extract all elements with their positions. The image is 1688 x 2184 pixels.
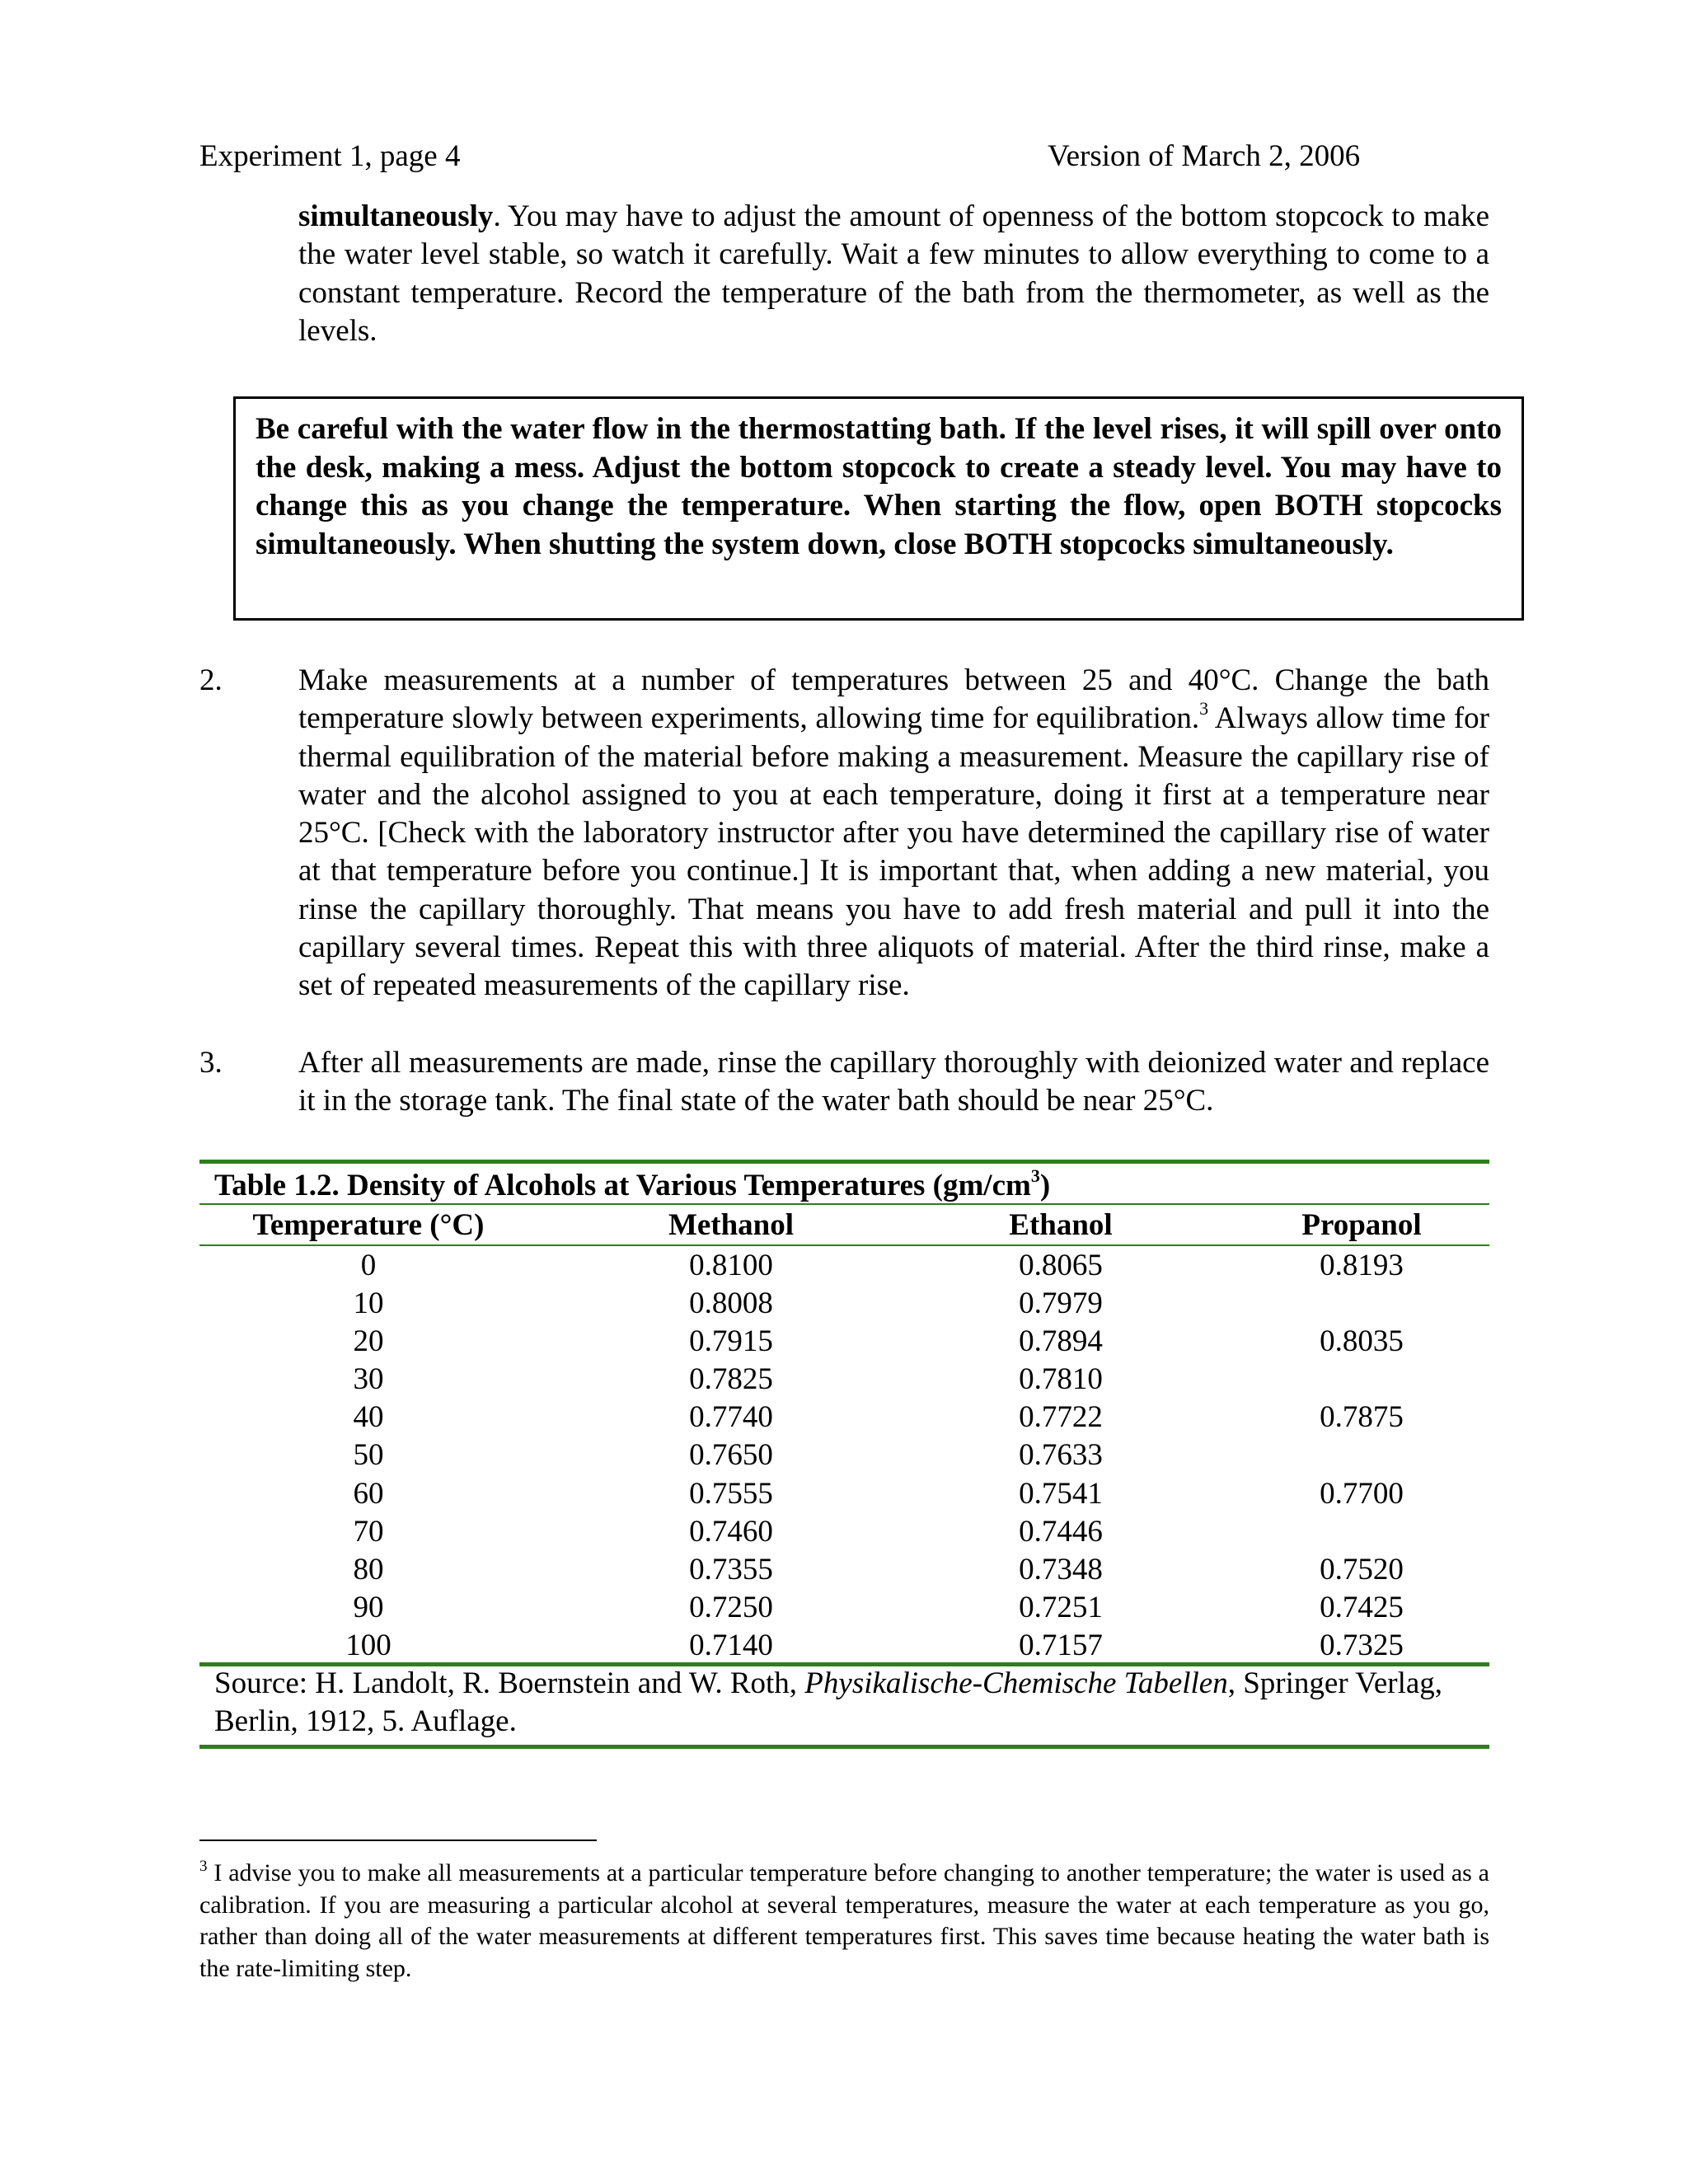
table-row <box>199 1399 1489 1436</box>
cell-ethanol: 0.7633 <box>1019 1438 1103 1473</box>
column-header-methanol: Methanol <box>668 1208 795 1242</box>
source-title: Physikalische-Chemische Tabellen <box>804 1666 1228 1700</box>
table-caption <box>214 1165 1051 1204</box>
table-header-rule <box>199 1244 1489 1246</box>
footnote-marker: 3 <box>199 1858 208 1875</box>
cell-methanol: 0.8008 <box>689 1286 773 1321</box>
step-text-part-a: Make measurements at a number of temperatures between 25 and 40°C. Change the bath temperature slowly between experiments, allowing time for equilibration. <box>298 663 1489 736</box>
cell-temperature: 10 <box>353 1286 384 1321</box>
cell-methanol: 0.7250 <box>689 1590 773 1624</box>
warning-text: Be careful with the water flow in the thermostatting bath. If the level rises, it will spill over onto the desk, making a mess. Adjust the bottom stopcock to create a steady level. You may have to change this as you change the temperature. When starting the flow, open BOTH stopcocks simultaneously. When shutting the system down, close BOTH stopcocks simultaneously. <box>256 412 1502 561</box>
step-text: After all measurements are made, rinse the capillary thoroughly with deionized water and replace it in the storage tank. The final state of the water bath should be near 25°C. <box>298 1046 1489 1118</box>
table-body <box>199 1247 1489 1665</box>
cell-methanol: 0.7140 <box>689 1628 773 1662</box>
cell-temperature: 20 <box>353 1324 384 1359</box>
step-item <box>199 1044 1489 1121</box>
step-number: 2. <box>199 663 223 697</box>
cell-ethanol: 0.7348 <box>1019 1552 1103 1586</box>
intro-paragraph <box>298 198 1489 350</box>
cell-temperature: 90 <box>353 1590 384 1624</box>
table-row <box>199 1436 1489 1474</box>
intro-text: . You may have to adjust the amount of openness of the bottom stopcock to make the water level stable, so watch it carefully. Wait a few minutes to allow everything to come to a constant temperature. Record the temperature of the bath from the thermometer, as well as the levels. <box>298 199 1489 348</box>
cell-ethanol: 0.7446 <box>1019 1514 1103 1549</box>
source-suffix: , Springer Verlag, Berlin, 1912, 5. Auflage. <box>214 1666 1443 1738</box>
table-bottom-rule <box>199 1745 1489 1749</box>
cell-ethanol: 0.7979 <box>1019 1286 1103 1321</box>
cell-methanol: 0.7915 <box>689 1324 773 1359</box>
cell-methanol: 0.7355 <box>689 1552 773 1586</box>
cell-temperature: 80 <box>353 1552 384 1586</box>
table-row <box>199 1247 1489 1285</box>
table-source <box>214 1665 1484 1741</box>
step-text <box>298 662 1489 1005</box>
table-row <box>199 1627 1489 1665</box>
cell-methanol: 0.7650 <box>689 1438 773 1473</box>
cell-temperature: 30 <box>353 1362 384 1397</box>
table-row <box>199 1589 1489 1627</box>
cell-methanol: 0.7740 <box>689 1400 773 1435</box>
table-row <box>199 1551 1489 1589</box>
cell-temperature: 50 <box>353 1438 384 1473</box>
column-header-ethanol: Ethanol <box>1009 1208 1113 1242</box>
cell-propanol: 0.8193 <box>1320 1249 1404 1282</box>
cell-temperature: 0 <box>360 1249 377 1282</box>
table-caption-superscript: 3 <box>1030 1165 1040 1186</box>
table-row <box>199 1361 1489 1399</box>
table-row <box>199 1513 1489 1551</box>
column-header-propanol: Propanol <box>1301 1208 1422 1242</box>
column-header-temperature: Temperature (°C) <box>252 1208 485 1242</box>
step-item <box>199 662 1489 1005</box>
cell-temperature: 100 <box>345 1628 392 1662</box>
cell-temperature: 70 <box>353 1514 384 1549</box>
intro-bold-word: simultaneously <box>298 199 494 233</box>
table-row <box>199 1285 1489 1323</box>
cell-temperature: 40 <box>353 1400 384 1435</box>
footnote-text: I advise you to make all measurements at a particular temperature before changing to another temperature; the water is used as a calibration. If you are measuring a particular alcohol at several temperatures, measure the water at each temperature as you go, rather than doing all of the water measurements at different temperatures first. This saves time because heating the water bath is the rate-limiting step. <box>199 1859 1489 1982</box>
step-number: 3. <box>199 1046 223 1080</box>
cell-ethanol: 0.7894 <box>1019 1324 1103 1359</box>
cell-methanol: 0.8100 <box>689 1249 773 1282</box>
source-prefix: Source: H. Landolt, R. Boernstein and W. Roth, <box>214 1666 805 1700</box>
table-top-rule <box>199 1160 1489 1164</box>
table-row <box>199 1475 1489 1513</box>
cell-temperature: 60 <box>353 1476 384 1511</box>
cell-ethanol: 0.7541 <box>1019 1476 1103 1511</box>
cell-propanol: 0.7700 <box>1320 1476 1404 1511</box>
page-header-right: Version of March 2, 2006 <box>1048 139 1361 173</box>
cell-ethanol: 0.7810 <box>1019 1362 1103 1397</box>
footnote-ref[interactable]: 3 <box>1199 698 1209 719</box>
step-text-part-b: Always allow time for thermal equilibration of the material before making a measurement. Measure the capillary rise of water and the alcohol assigned to you at each temperature, doing it first at a temperature near 25°C. [Check with the laboratory instructor after you have determined the capillary rise of water at that temperature before you continue.] It is important that, when adding a new material, you rinse the capillary thoroughly. That means you have to add fresh material and pull it into the capillary several times. Repeat this with three aliquots of material. After the third rinse, make a set of repeated measurements of the capillary rise. <box>298 701 1489 1003</box>
cell-ethanol: 0.7251 <box>1019 1590 1103 1624</box>
warning-box <box>233 396 1524 621</box>
cell-propanol: 0.7520 <box>1320 1552 1404 1586</box>
cell-ethanol: 0.8065 <box>1019 1249 1103 1282</box>
cell-propanol: 0.8035 <box>1320 1324 1404 1359</box>
cell-methanol: 0.7825 <box>689 1362 773 1397</box>
cell-propanol: 0.7325 <box>1320 1628 1404 1662</box>
table-caption-rule <box>199 1203 1489 1205</box>
cell-ethanol: 0.7157 <box>1019 1628 1103 1662</box>
footnote <box>199 1858 1489 1985</box>
cell-propanol: 0.7875 <box>1320 1400 1404 1435</box>
cell-propanol: 0.7425 <box>1320 1590 1404 1624</box>
footnote-separator <box>199 1840 597 1841</box>
table-caption-text: Table 1.2. Density of Alcohols at Various Temperatures (gm/cm <box>214 1169 1031 1202</box>
cell-ethanol: 0.7722 <box>1019 1400 1103 1435</box>
cell-methanol: 0.7460 <box>689 1514 773 1549</box>
table-caption-close: ) <box>1039 1169 1051 1202</box>
page-header-left: Experiment 1, page 4 <box>199 139 461 173</box>
cell-methanol: 0.7555 <box>689 1476 773 1511</box>
table-row <box>199 1323 1489 1361</box>
